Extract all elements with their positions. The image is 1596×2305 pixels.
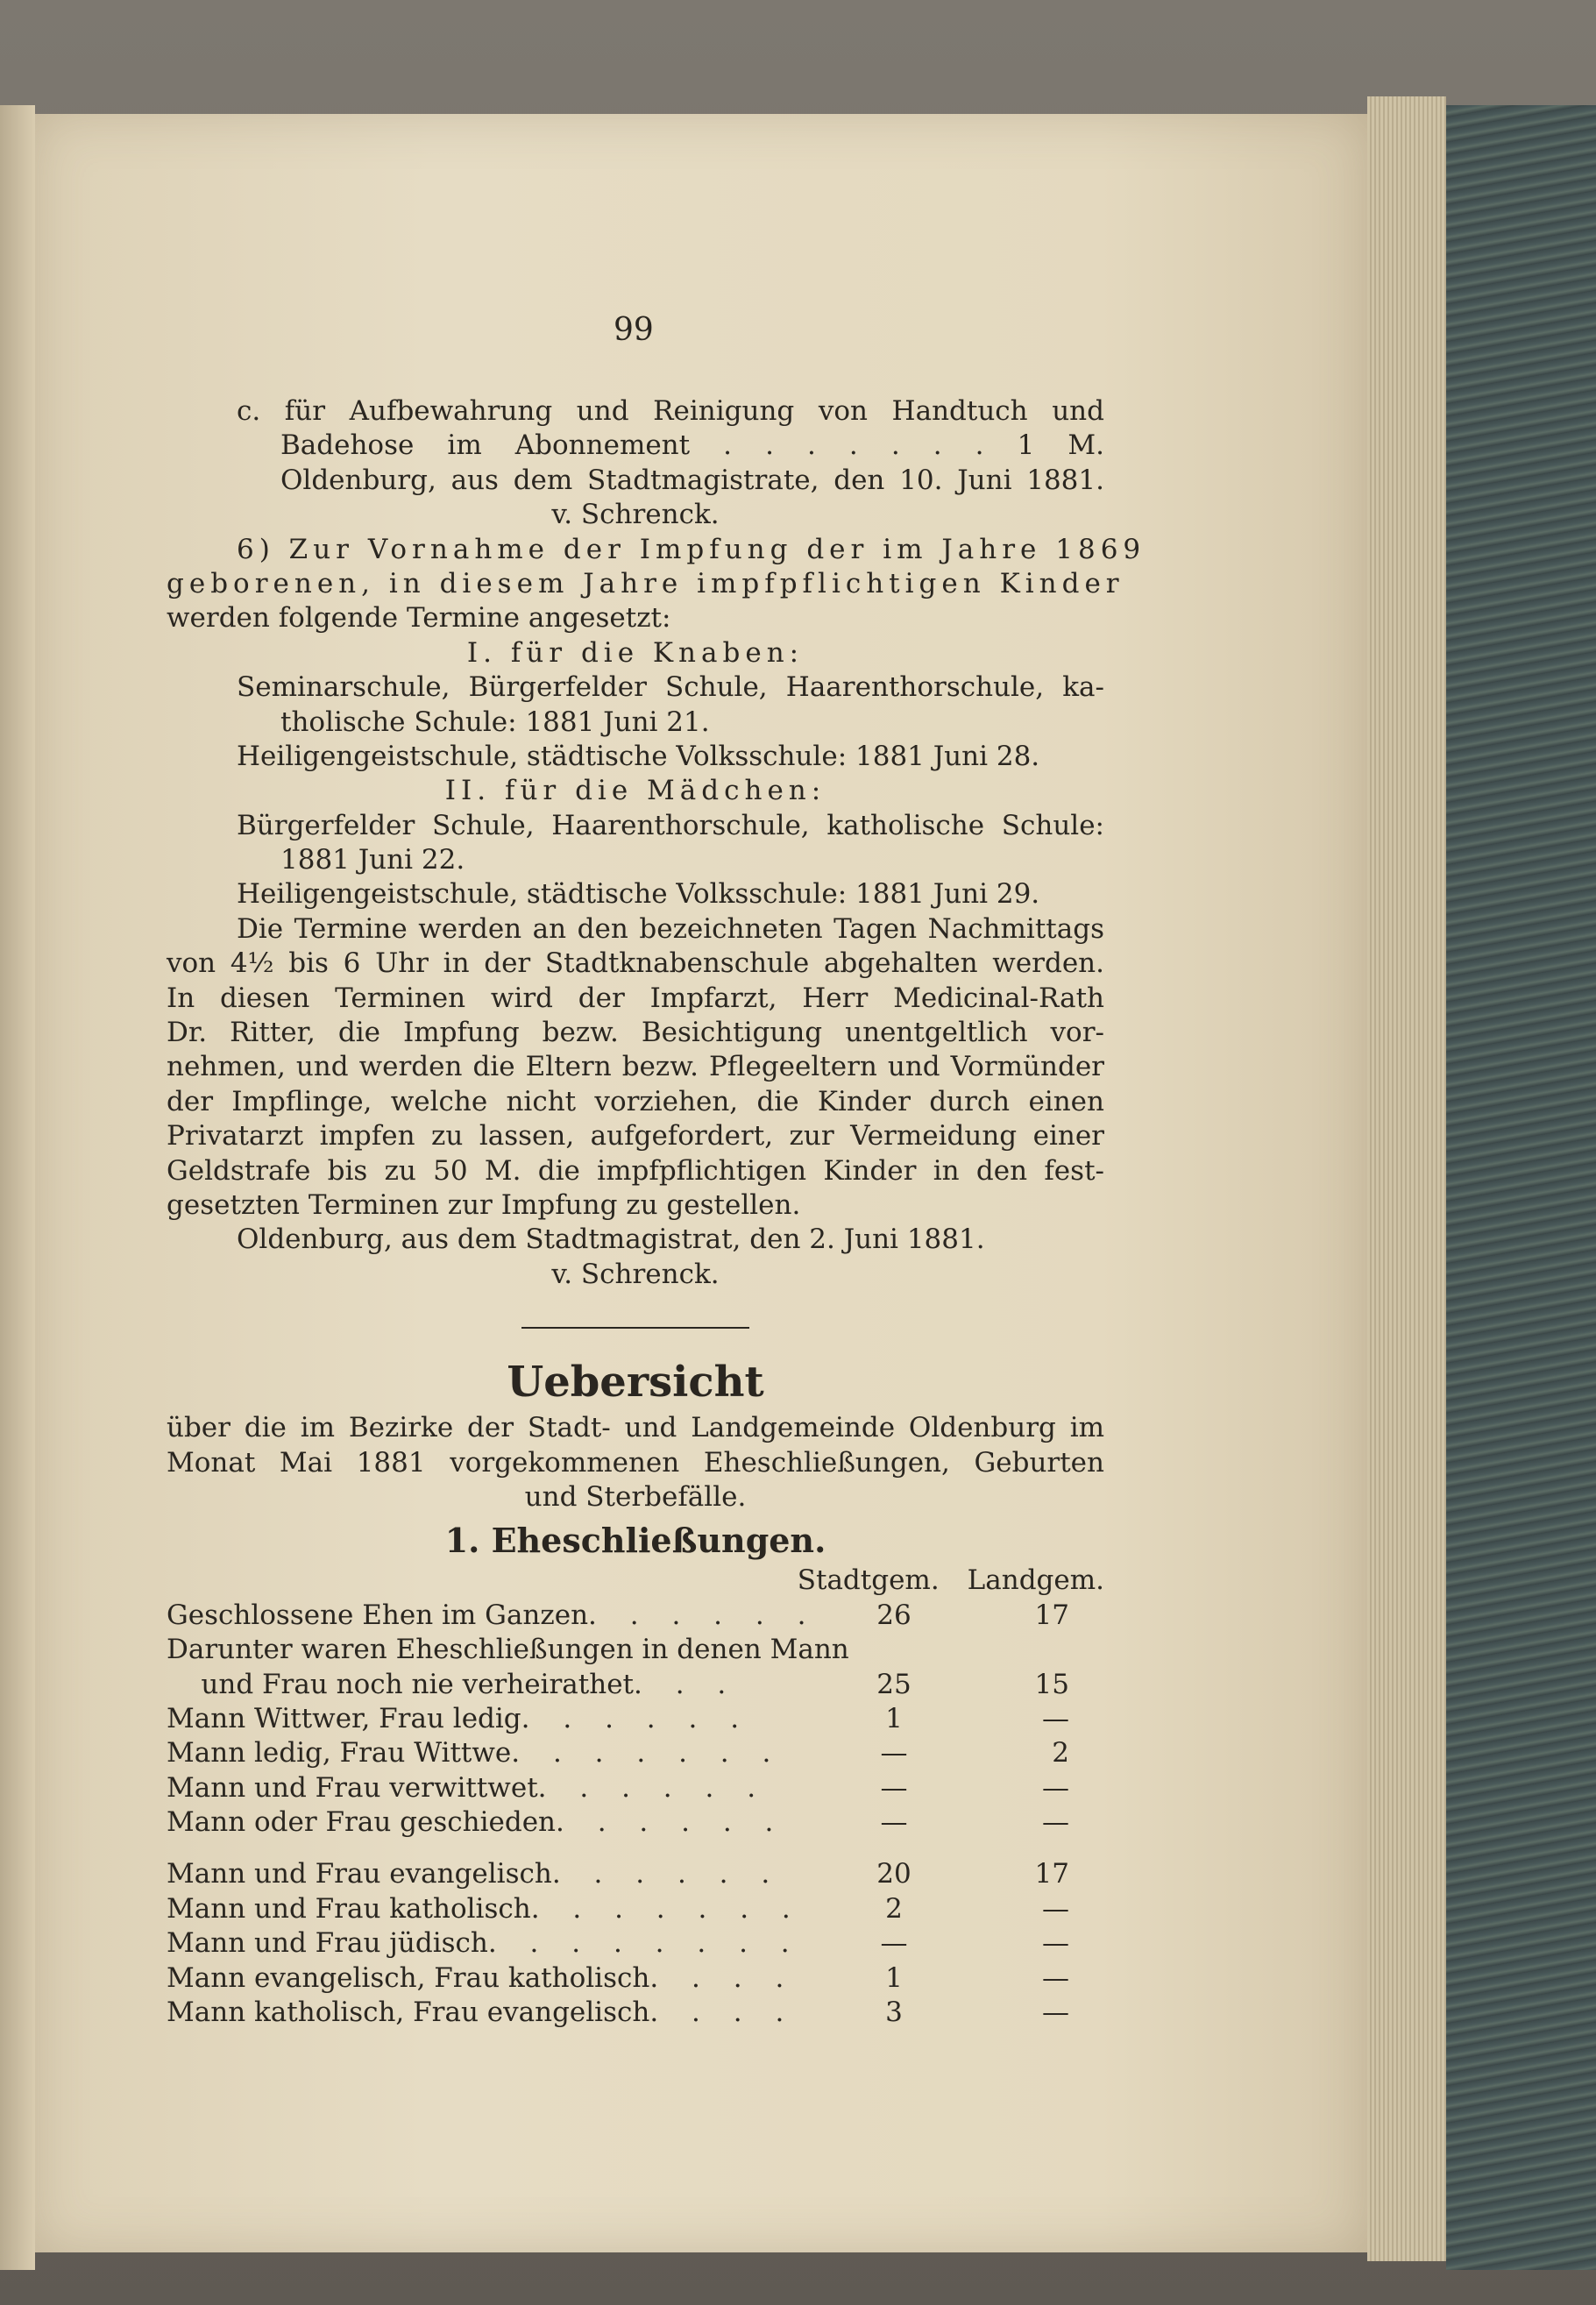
row-leader-dots: . . . . . . xyxy=(551,1858,783,1890)
table-row xyxy=(167,1892,1104,1926)
table-row xyxy=(167,1633,1104,1667)
column-header-stadtgem: Stadtgem. xyxy=(797,1564,940,1597)
row-leader-dots: . . . . . . xyxy=(556,1806,786,1839)
value-landgem: — xyxy=(1042,1806,1069,1839)
text-line: Heiligengeistschule, städtische Volksschule: 1881 Juni 29. xyxy=(237,878,1040,911)
value-landgem: 17 xyxy=(1034,1858,1069,1890)
table-row xyxy=(167,1736,1104,1770)
row-leader-dots: . . . . . . . xyxy=(530,1892,803,1925)
value-landgem: — xyxy=(1042,1771,1069,1804)
value-landgem: 2 xyxy=(1052,1737,1069,1770)
row-label: Mann und Frau verwittwet xyxy=(167,1771,538,1804)
value-landgem: — xyxy=(1042,1927,1069,1960)
text-line: nehmen, und werden die Eltern bezw. Pflegeeltern und Vormünder xyxy=(167,1051,1104,1083)
value-stadtgem: 2 xyxy=(885,1892,903,1925)
row-label: Mann und Frau jüdisch xyxy=(167,1927,488,1960)
body-text xyxy=(167,394,1146,1292)
value-landgem: 15 xyxy=(1034,1668,1069,1700)
table-row xyxy=(167,1805,1104,1840)
text-line: c. für Aufbewahrung und Reinigung von Handtuch und xyxy=(237,395,1104,427)
section-title: Uebersicht xyxy=(507,1358,764,1408)
intro-line: Monat Mai 1881 vorgekommenen Eheschließungen, Geburten xyxy=(167,1446,1104,1479)
row-label: Mann evangelisch, Frau katholisch xyxy=(167,1961,650,1994)
table-rows-marital-status xyxy=(167,1599,1104,1840)
text-line: 1881 Juni 22. xyxy=(280,844,465,876)
text-line: Oldenburg, aus dem Stadtmagistrate, den 10. Juni 1881. xyxy=(280,464,1104,496)
text-line: v. Schrenck. xyxy=(551,499,720,531)
text-line: II. für die Mädchen: xyxy=(444,775,826,807)
text-line: In diesen Terminen wird der Impfarzt, Herr Medicinal-Rath xyxy=(167,982,1104,1014)
row-label: Mann katholisch, Frau evangelisch xyxy=(167,1996,650,2029)
table-row xyxy=(167,1996,1104,2030)
page-number: 99 xyxy=(614,312,654,348)
text-line: 6) Zur Vornahme der Impfung der im Jahre 1869 xyxy=(237,533,1146,565)
row-leader-dots: . . . . xyxy=(649,1961,797,1994)
value-stadtgem: 20 xyxy=(876,1858,911,1890)
value-stadtgem: — xyxy=(880,1927,908,1960)
row-label: Mann oder Frau geschieden xyxy=(167,1806,557,1839)
row-label: Mann und Frau evangelisch xyxy=(167,1858,552,1890)
value-stadtgem: — xyxy=(880,1806,908,1839)
value-stadtgem: 1 xyxy=(885,1702,903,1734)
intro-line: und Sterbefälle. xyxy=(524,1480,747,1513)
table-row xyxy=(167,1961,1104,1996)
text-line: Privatarzt impfen zu lassen, aufgefordert, zur Vermeidung einer xyxy=(167,1120,1104,1152)
text-line: Heiligengeistschule, städtische Volksschule: 1881 Juni 28. xyxy=(237,740,1040,772)
row-leader-dots: . . . . . . xyxy=(588,1599,819,1631)
row-label: Geschlossene Ehen im Ganzen xyxy=(167,1599,589,1631)
table-gap xyxy=(167,1840,1104,1857)
text-line: v. Schrenck. xyxy=(551,1258,720,1290)
row-leader-dots: . . . . xyxy=(649,1996,797,2029)
text-line: der Impflinge, welche nicht vorziehen, die Kinder durch einen xyxy=(167,1085,1104,1117)
facing-page-edge xyxy=(0,105,35,2270)
row-label: und Frau noch nie verheirathet xyxy=(167,1668,634,1700)
text-line: Die Termine werden an den bezeichneten Tagen Nachmittags xyxy=(237,912,1104,945)
row-label: Mann ledig, Frau Wittwe xyxy=(167,1737,512,1770)
row-leader-dots: . . . xyxy=(634,1668,739,1700)
page-content xyxy=(167,298,1146,2030)
table-rows-religion xyxy=(167,1857,1104,2030)
top-space xyxy=(167,298,1104,394)
section-intro xyxy=(167,1411,1104,1514)
row-label: Mann Wittwer, Frau ledig xyxy=(167,1702,521,1734)
value-landgem: — xyxy=(1042,1702,1069,1734)
text-line: Oldenburg, aus dem Stadtmagistrat, den 2. Juni 1881. xyxy=(237,1223,985,1256)
text-line: tholische Schule: 1881 Juni 21. xyxy=(280,706,710,738)
row-leader-dots: . . . . . . xyxy=(537,1771,769,1804)
row-label: Darunter waren Eheschließungen in denen Mann xyxy=(167,1634,849,1666)
text-line: Seminarschule, Bürgerfelder Schule, Haarenthorschule, ka- xyxy=(237,671,1104,704)
row-leader-dots: . . . . . . . . xyxy=(487,1927,802,1960)
table-row xyxy=(167,1857,1104,1891)
text-line: gesetzten Terminen zur Impfung zu gestellen. xyxy=(167,1188,801,1221)
value-stadtgem: 25 xyxy=(876,1668,911,1700)
section-divider xyxy=(521,1327,749,1329)
value-stadtgem: 3 xyxy=(885,1996,903,2029)
value-stadtgem: 1 xyxy=(885,1961,903,1994)
value-stadtgem: — xyxy=(880,1771,908,1804)
text-line: Dr. Ritter, die Impfung bezw. Besichtigung unentgeltlich vor- xyxy=(167,1017,1104,1049)
intro-line: über die im Bezirke der Stadt- und Landgemeinde Oldenburg im xyxy=(167,1412,1104,1444)
text-line: I. für die Knaben: xyxy=(466,636,805,669)
value-landgem: — xyxy=(1042,1996,1069,2029)
text-line: werden folgende Termine angesetzt: xyxy=(167,602,671,635)
value-landgem: 17 xyxy=(1034,1599,1069,1631)
table-row xyxy=(167,1771,1104,1805)
table-row xyxy=(167,1702,1104,1736)
text-line: Bürgerfelder Schule, Haarenthorschule, katholische Schule: xyxy=(237,809,1104,841)
text-line: Geldstrafe bis zu 50 M. die impfpflichtigen Kinder in den fest- xyxy=(167,1154,1104,1187)
value-landgem: — xyxy=(1042,1961,1069,1994)
text-line: von 4½ bis 6 Uhr in der Stadtknabenschule abgehalten werden. xyxy=(167,947,1104,980)
table-row xyxy=(167,1668,1104,1702)
table-header xyxy=(167,1564,1104,1598)
value-stadtgem: — xyxy=(880,1737,908,1770)
column-header-landgem: Landgem. xyxy=(967,1564,1104,1597)
book-binding xyxy=(1446,105,1596,2270)
row-leader-dots: . . . . . . . xyxy=(511,1737,784,1770)
table-row xyxy=(167,1926,1104,1961)
section-subtitle: 1. Eheschließungen. xyxy=(444,1521,826,1561)
value-stadtgem: 26 xyxy=(876,1599,911,1631)
row-label: Mann und Frau katholisch xyxy=(167,1892,531,1925)
text-line: geborenen, in diesem Jahre impfpflichtigen Kinder xyxy=(167,567,1124,599)
table-row xyxy=(167,1599,1104,1633)
value-landgem: — xyxy=(1042,1892,1069,1925)
row-leader-dots: . . . . . . xyxy=(521,1702,752,1734)
page-block-edges xyxy=(1367,96,1446,2261)
text-line: Badehose im Abonnement . . . . . . . 1 M. xyxy=(280,429,1104,462)
